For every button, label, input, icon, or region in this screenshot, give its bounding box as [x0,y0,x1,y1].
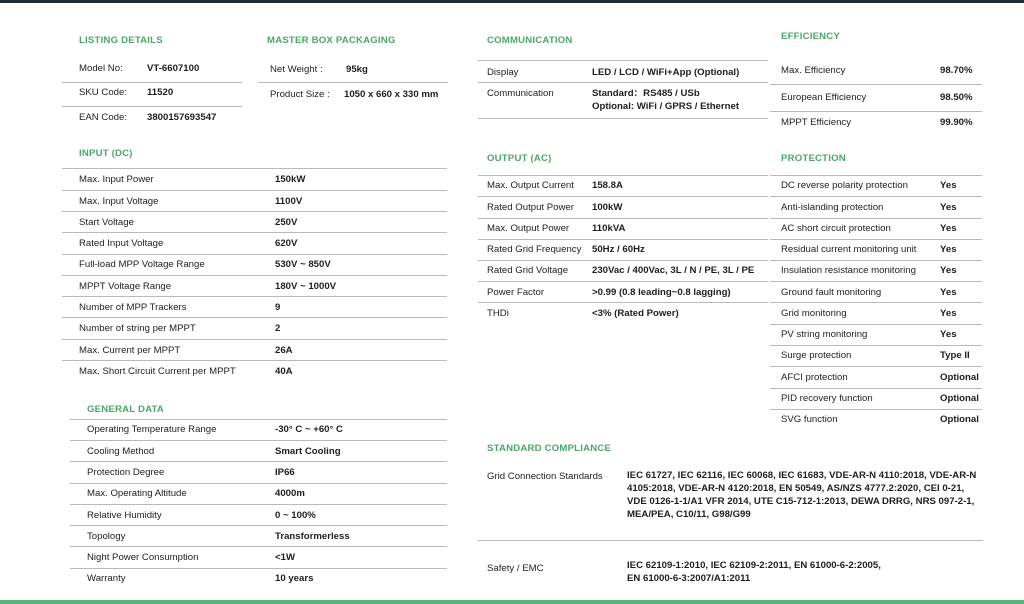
divider [770,324,982,325]
divider [62,339,447,340]
divider [62,275,447,276]
divider [770,281,982,282]
protection-label: Ground fault monitoring [781,287,882,298]
protection-label: PID recovery function [781,393,873,404]
divider [770,84,982,85]
divider [770,409,982,410]
input-label: Max. Input Voltage [79,196,159,207]
input-label: Max. Short Circuit Current per MPPT [79,366,236,377]
output-value: 110kVA [592,223,626,234]
divider [770,196,982,197]
divider [70,504,447,505]
general-value: IP66 [275,467,295,478]
efficiency-heading: EFFICIENCY [781,31,841,42]
input-value: 40A [275,366,293,377]
input-label: Number of string per MPPT [79,323,196,334]
input-value: 9 [275,302,281,313]
divider [478,239,768,240]
divider [478,281,768,282]
efficiency-value: 98.70% [940,65,973,76]
compliance-text-line: EN 61000-6-3:2007/A1:2011 [627,573,751,584]
efficiency-value: 98.50% [940,92,973,103]
protection-label: Anti-islanding protection [781,202,884,213]
protection-label: AFCI protection [781,372,848,383]
protection-label: Residual current monitoring unit [781,244,917,255]
protection-value: Yes [940,180,957,191]
general-label: Topology [87,531,126,542]
divider [70,419,447,420]
listing-heading: LISTING DETAILS [79,35,163,46]
compliance-text-line: MEA/PEA, C10/11, G98/G99 [627,509,751,520]
input-heading: INPUT (DC) [79,148,133,159]
divider [62,168,447,169]
protection-value: Yes [940,329,957,340]
output-value: 158.8A [592,180,623,191]
output-value: 230Vac / 400Vac, 3L / N / PE, 3L / PE [592,265,755,276]
protection-label: AC short circuit protection [781,223,891,234]
divider [62,254,447,255]
divider [478,260,768,261]
divider [770,239,982,240]
general-label: Max. Operating Altitude [87,488,187,499]
general-value: 10 years [275,573,314,584]
divider [770,175,982,176]
top-border [0,0,1024,3]
efficiency-value: 99.90% [940,117,973,128]
protection-label: Grid monitoring [781,308,847,319]
divider [770,302,982,303]
general-heading: GENERAL DATA [87,404,165,415]
communication-value-optional: Optional: WiFi / GPRS / Ethernet [592,101,740,112]
input-value: 1100V [275,196,303,207]
general-value: 4000m [275,488,305,499]
divider [62,106,242,107]
input-label: Full-load MPP Voltage Range [79,259,205,270]
general-label: Operating Temperature Range [87,424,217,435]
compliance-label: Safety / EMC [487,563,544,574]
divider [770,345,982,346]
divider [62,232,447,233]
output-value: <3% (Rated Power) [592,308,679,319]
efficiency-label: European Efficiency [781,92,867,103]
compliance-text-line: VDE 0126-1-1/A1 VFR 2014, UTE C15-712-1:2013, DEWA DRRG, NRS 097-2-1, [627,496,975,507]
output-value: >0.99 (0.8 leading~0.8 lagging) [592,287,731,298]
divider [478,118,768,119]
general-label: Protection Degree [87,467,165,478]
output-label: Rated Grid Voltage [487,265,569,276]
compliance-text-line: IEC 62109-1:2010, IEC 62109-2:2011, EN 61000-6-2:2005, [627,560,881,571]
packaging-label: Product Size : [270,89,330,100]
general-label: Night Power Consumption [87,552,199,563]
compliance-text-line: 4105:2018, VDE-AR-N 4120:2018, EN 50549, AS/NZS 4777.2:2020, CEI 0-21, [627,483,965,494]
output-value: 100kW [592,202,623,213]
communication-label: Display [487,67,519,78]
protection-heading: PROTECTION [781,153,846,164]
divider [70,525,447,526]
general-value: Smart Cooling [275,446,341,457]
input-value: 26A [275,345,293,356]
divider [478,60,768,61]
output-label: Rated Grid Frequency [487,244,582,255]
protection-value: Optional [940,393,979,404]
communication-value: LED / LCD / WiFi+App (Optional) [592,67,740,78]
divider [258,82,448,83]
output-label: Power Factor [487,287,545,298]
output-value: 50Hz / 60Hz [592,244,645,255]
general-value: 0 ~ 100% [275,510,316,521]
divider [70,483,447,484]
bottom-border [0,600,1024,604]
divider [70,568,447,569]
communication-heading: COMMUNICATION [487,35,573,46]
packaging-value: 1050 x 660 x 330 mm [344,89,439,100]
protection-label: SVG function [781,414,838,425]
divider [62,360,447,361]
efficiency-label: Max. Efficiency [781,65,846,76]
protection-value: Yes [940,244,957,255]
input-label: Max. Current per MPPT [79,345,181,356]
listing-value: VT-6607100 [147,63,200,74]
listing-value: 3800157693547 [147,112,217,123]
input-label: MPPT Voltage Range [79,281,172,292]
input-value: 620V [275,238,298,249]
general-label: Cooling Method [87,446,155,457]
input-label: Number of MPP Trackers [79,302,187,313]
efficiency-label: MPPT Efficiency [781,117,852,128]
compliance-text-line: IEC 61727, IEC 62116, IEC 60068, IEC 61683, VDE-AR-N 4110:2018, VDE-AR-N [627,470,977,481]
divider [62,296,447,297]
divider [770,388,982,389]
divider [70,440,447,441]
input-value: 180V ~ 1000V [275,281,337,292]
output-label: THDi [487,308,509,319]
divider [478,302,768,303]
protection-value: Optional [940,414,979,425]
listing-value: 11520 [147,87,174,98]
input-value: 150kW [275,174,306,185]
input-label: Rated Input Voltage [79,238,164,249]
divider [62,82,242,83]
input-value: 530V ~ 850V [275,259,331,270]
general-value: -30° C ~ +60° C [275,424,343,435]
divider [478,218,768,219]
packaging-label: Net Weight : [270,64,323,75]
divider [770,218,982,219]
protection-value: Yes [940,287,957,298]
divider [62,317,447,318]
listing-label: EAN Code: [79,112,127,123]
general-label: Warranty [87,573,126,584]
protection-value: Yes [940,223,957,234]
divider [62,211,447,212]
protection-label: Insulation resistance monitoring [781,265,916,276]
general-value: Transformerless [275,531,350,542]
general-value: <1W [275,552,295,563]
divider [478,196,768,197]
output-label: Max. Output Power [487,223,570,234]
input-value: 250V [275,217,298,228]
protection-value: Yes [940,308,957,319]
listing-label: Model No: [79,63,123,74]
divider [478,540,983,541]
packaging-value: 95kg [346,64,368,75]
protection-value: Type II [940,350,970,361]
compliance-heading: STANDARD COMPLIANCE [487,443,612,454]
protection-label: DC reverse polarity protection [781,180,908,191]
input-label: Max. Input Power [79,174,154,185]
protection-value: Yes [940,265,957,276]
protection-value: Optional [940,372,979,383]
output-heading: OUTPUT (AC) [487,153,552,164]
general-label: Relative Humidity [87,510,162,521]
output-label: Rated Output Power [487,202,574,213]
divider [770,260,982,261]
compliance-label: Grid Connection Standards [487,471,603,482]
protection-value: Yes [940,202,957,213]
protection-label: PV string monitoring [781,329,868,340]
divider [70,461,447,462]
listing-label: SKU Code: [79,87,127,98]
divider [770,366,982,367]
divider [478,175,768,176]
packaging-heading: MASTER BOX PACKAGING [267,35,396,46]
communication-label: Communication [487,88,554,99]
protection-label: Surge protection [781,350,852,361]
divider [70,546,447,547]
divider [770,111,982,112]
divider [62,190,447,191]
divider [478,82,768,83]
communication-value: Standard：RS485 / USb [592,88,700,99]
output-label: Max. Output Current [487,180,574,191]
input-value: 2 [275,323,281,334]
input-label: Start Voltage [79,217,134,228]
